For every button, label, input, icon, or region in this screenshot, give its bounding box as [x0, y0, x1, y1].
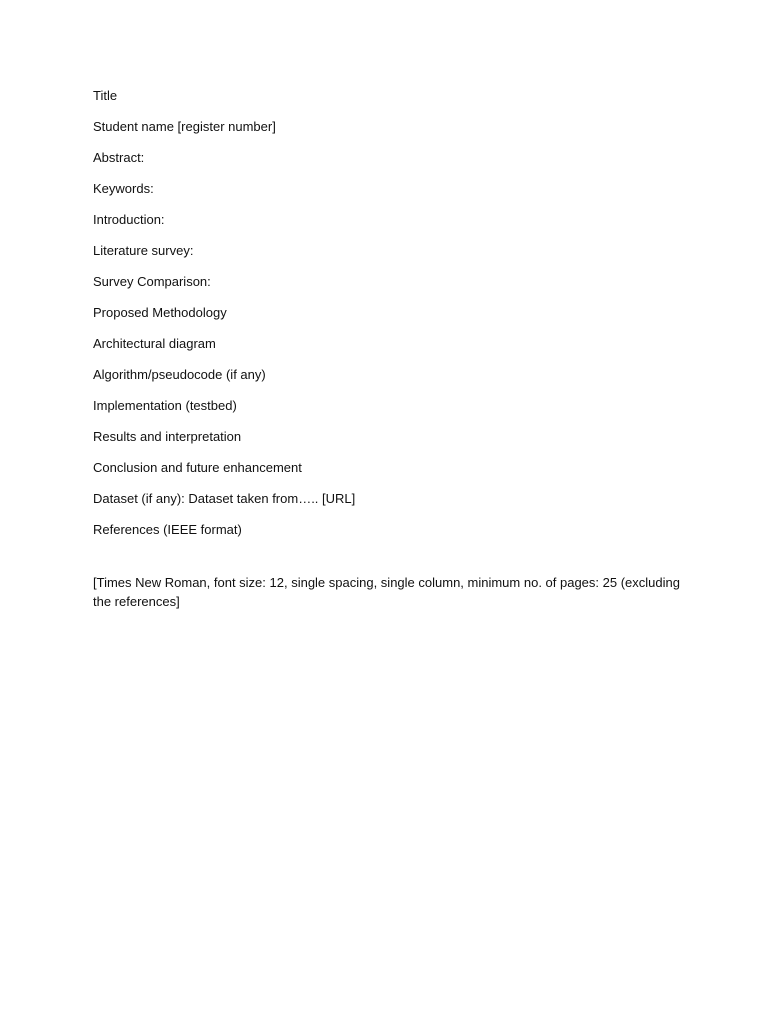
- implementation-line: Implementation (testbed): [93, 398, 237, 413]
- keywords-line: Keywords:: [93, 181, 154, 196]
- formatting-note: [Times New Roman, font size: 12, single spacing, single column, minimum no. of pages: 25 (excluding the references]: [93, 575, 680, 609]
- dataset-line: Dataset (if any): Dataset taken from….. [URL]: [93, 491, 356, 506]
- abstract-line: Abstract:: [93, 150, 145, 165]
- results-line: Results and interpretation: [93, 429, 242, 444]
- title-line: Title: [93, 88, 118, 103]
- survey-comparison-line: Survey Comparison:: [93, 274, 211, 289]
- references-line: References (IEEE format): [93, 522, 242, 537]
- literature-survey-line: Literature survey:: [93, 243, 194, 258]
- algorithm-line: Algorithm/pseudocode (if any): [93, 367, 266, 382]
- document-body: [93, 86, 683, 611]
- conclusion-line: Conclusion and future enhancement: [93, 460, 302, 475]
- architectural-diagram-line: Architectural diagram: [93, 336, 216, 351]
- introduction-line: Introduction:: [93, 212, 165, 227]
- proposed-methodology-line: Proposed Methodology: [93, 305, 227, 320]
- student-name-line: Student name [register number]: [93, 119, 276, 134]
